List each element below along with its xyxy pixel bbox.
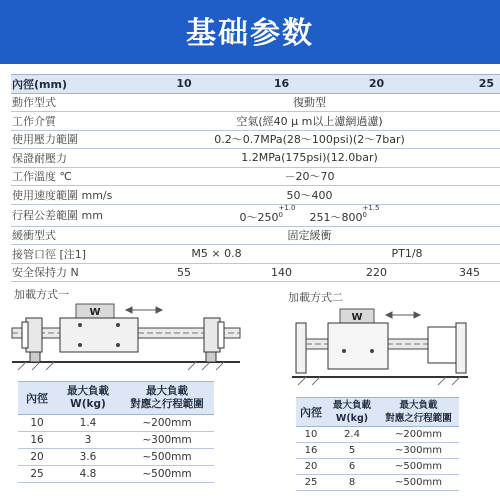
table-row <box>18 432 214 449</box>
load-header-max: 最大負載 W(kg) <box>326 398 378 427</box>
end-cap-right <box>428 327 456 363</box>
tolerance-range-b: 251～800 <box>309 211 363 224</box>
bore-cell: 10 <box>18 415 56 432</box>
load-method-2-caption: 加載方式二 <box>288 291 343 304</box>
table-row <box>296 475 459 491</box>
spec-row <box>11 93 500 112</box>
load-header-row <box>296 398 459 427</box>
holding-20: 220 <box>314 263 439 282</box>
arrow-icon <box>126 307 162 313</box>
load-method-2-diagram <box>288 305 488 390</box>
load-header-stroke: 最大負載 對應之行程範圍 <box>378 398 459 427</box>
bolt-icon <box>78 343 82 347</box>
spec-row <box>11 149 500 168</box>
load-cell: 3.6 <box>56 449 120 466</box>
bore-cell: 20 <box>296 459 326 475</box>
arrow-icon <box>386 312 420 318</box>
spec-row-stroke-tolerance <box>11 204 500 226</box>
load-cell: 5 <box>326 443 378 459</box>
bolt-icon <box>342 349 346 353</box>
stroke-cell: ~300mm <box>378 443 459 459</box>
spec-row-value: 1.2MPa(175psi)(12.0bar) <box>119 149 500 168</box>
load-method-1-table <box>18 381 214 483</box>
support-left <box>30 352 40 362</box>
table-row <box>18 466 214 483</box>
bolt-icon <box>78 323 82 327</box>
wall-right <box>456 323 466 373</box>
table-row <box>18 415 214 432</box>
spec-row-label: 安全保持力 N <box>11 263 119 282</box>
spec-row-value: 固定緩衝 <box>119 226 500 245</box>
table-row <box>296 443 459 459</box>
spec-row-value: －20～70 <box>119 167 500 186</box>
tolerance-b-plus: +1.5 <box>362 204 380 212</box>
spec-row <box>11 130 500 149</box>
ground-hatch <box>298 377 460 385</box>
stroke-tolerance-value <box>119 204 500 226</box>
spec-row <box>11 186 500 205</box>
size-25: 25 <box>439 75 500 94</box>
stroke-cell: ~200mm <box>378 427 459 443</box>
ground-hatch <box>18 362 224 370</box>
spec-row-label: 行程公差範圍 mm <box>11 204 119 226</box>
nut-right <box>218 322 224 348</box>
spec-header-row <box>11 75 500 94</box>
weight-label: W <box>351 312 363 323</box>
spec-row-label: 緩衝型式 <box>11 226 119 245</box>
spec-header-label: 內徑(mm) <box>11 75 119 94</box>
stroke-cell: ~200mm <box>120 415 214 432</box>
spec-row <box>11 112 500 131</box>
holding-10: 55 <box>119 263 249 282</box>
size-10: 10 <box>119 75 249 94</box>
spec-row-value: 復動型 <box>119 93 500 112</box>
port-large: PT1/8 <box>314 245 500 264</box>
holding-25: 345 <box>439 263 500 282</box>
table-row <box>296 459 459 475</box>
table-row <box>296 427 459 443</box>
load-method-2-table <box>296 397 459 491</box>
tolerance-a-plus: +1.0 <box>278 204 296 212</box>
bore-cell: 20 <box>18 449 56 466</box>
tolerance-a-minus: 0 <box>278 211 283 219</box>
load-header-stroke: 最大負載 對應之行程範圍 <box>120 382 214 415</box>
load-cell: 1.4 <box>56 415 120 432</box>
tolerance-b <box>363 205 380 219</box>
load-method-1-caption: 加載方式一 <box>14 288 69 301</box>
spec-table <box>11 74 500 282</box>
holding-16: 140 <box>249 263 314 282</box>
load-cell: 3 <box>56 432 120 449</box>
spec-row <box>11 226 500 245</box>
bolt-icon <box>116 343 120 347</box>
spec-row-value: 空氣(經40 μ m以上濾網過濾) <box>119 112 500 131</box>
load-header-row <box>18 382 214 415</box>
bore-cell: 10 <box>296 427 326 443</box>
stroke-cell: ~500mm <box>378 475 459 491</box>
tolerance-a <box>279 205 296 219</box>
title-banner <box>0 0 500 64</box>
bore-cell: 25 <box>296 475 326 491</box>
spec-row-value: 50～400 <box>119 186 500 205</box>
weight-label: W <box>89 307 101 318</box>
tolerance-b-minus: 0 <box>362 211 367 219</box>
load-header-bore: 內徑 <box>296 398 326 427</box>
load-header-bore: 內徑 <box>18 382 56 415</box>
spec-row <box>11 167 500 186</box>
spec-row-label: 接管口徑 [注1] <box>11 245 119 264</box>
bore-cell: 16 <box>18 432 56 449</box>
tolerance-range-a: 0～250 <box>239 211 279 224</box>
spec-row-label: 工作介質 <box>11 112 119 131</box>
bore-cell: 16 <box>296 443 326 459</box>
stroke-cell: ~500mm <box>378 459 459 475</box>
load-cell: 8 <box>326 475 378 491</box>
carriage <box>328 323 388 369</box>
spec-row-port <box>11 245 500 264</box>
nut-left <box>22 322 28 348</box>
wall-left <box>296 323 306 373</box>
bore-cell: 25 <box>18 466 56 483</box>
spec-row-label: 使用速度範圍 mm/s <box>11 186 119 205</box>
stroke-cell: ~500mm <box>120 449 214 466</box>
port-small: M5 × 0.8 <box>119 245 314 264</box>
spec-row-label: 保證耐壓力 <box>11 149 119 168</box>
stroke-cell: ~500mm <box>120 466 214 483</box>
size-20: 20 <box>314 75 439 94</box>
load-cell: 2.4 <box>326 427 378 443</box>
bolt-icon <box>116 323 120 327</box>
support-right <box>206 352 216 362</box>
page-title: 基础参数 <box>186 16 314 51</box>
load-header-max: 最大負載 W(kg) <box>56 382 120 415</box>
spec-row-label: 工作溫度 ℃ <box>11 167 119 186</box>
spec-row-label: 動作型式 <box>11 93 119 112</box>
bolt-icon <box>370 349 374 353</box>
spec-row-holding <box>11 263 500 282</box>
carriage <box>60 318 138 352</box>
spec-row-label: 使用壓力範圍 <box>11 130 119 149</box>
load-cell: 4.8 <box>56 466 120 483</box>
spec-row-value: 0.2～0.7MPa(28～100psi)(2～7bar) <box>119 130 500 149</box>
stroke-cell: ~300mm <box>120 432 214 449</box>
load-method-1-diagram <box>8 300 248 375</box>
load-cell: 6 <box>326 459 378 475</box>
size-16: 16 <box>249 75 314 94</box>
table-row <box>18 449 214 466</box>
